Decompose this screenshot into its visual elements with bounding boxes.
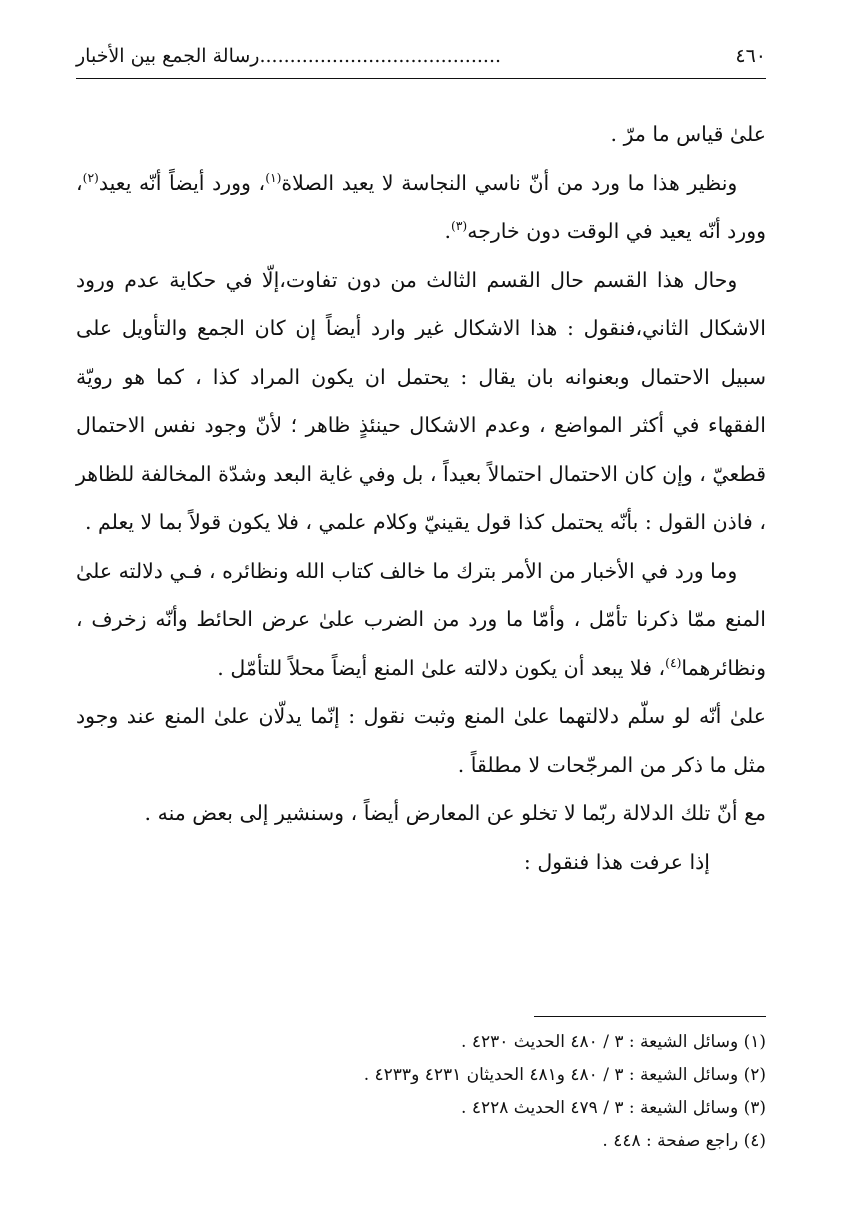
paragraph-4-text-b: ، فلا يبعد أن يكون دلالته علىٰ المنع أيضاً محلاً للتأمّل . xyxy=(217,655,666,680)
paragraph-2-text-b: ، وورد أيضاً أنّه يعيد xyxy=(98,170,266,195)
footnote-4: (٤) راجع صفحة : ٤٤٨ . xyxy=(602,1131,766,1151)
page-number: ٤٦٠ xyxy=(735,45,766,67)
footnote-separator xyxy=(534,1016,766,1017)
paragraph-2-text-c: ، وورد أنّه يعيد في الوقت دون خارجه xyxy=(76,170,766,243)
footnote-ref-1[interactable]: (١) xyxy=(265,170,282,185)
paragraph-4-text-a: وما ورد في الأخبار من الأمر بترك ما خالف كتاب الله ونظائره ، فـي دلالته علىٰ المنع ممّا ذكرنا تأمّل ، وأمّا ما ورد من الضرب علىٰ عرض الحائط وأنّه زخرف ، ونظائرهما xyxy=(76,558,766,680)
footnote-1: (١) وسائل الشيعة : ٣ / ٤٨٠ الحديث ٤٢٣٠ . xyxy=(461,1032,766,1052)
paragraph-4 xyxy=(76,547,766,693)
footnotes xyxy=(76,1026,766,1158)
paragraph-5: علىٰ أنّه لو سلّم دلالتهما علىٰ المنع وثبت نقول : إنّما يدلّان علىٰ المنع عند وجود مثل ما ذكر من المرجّحات لا مطلقاً . xyxy=(76,704,766,777)
paragraph-6: مع أنّ تلك الدلالة ربّما لا تخلو عن المعارض أيضاً ، وسنشير إلى بعض منه . xyxy=(144,801,766,825)
footnote-2: (٢) وسائل الشيعة : ٣ / ٤٨٠ و٤٨١ الحديثان ٤٢٣١ و٤٢٣٣ . xyxy=(363,1065,766,1085)
paragraph-2 xyxy=(76,159,766,256)
paragraph-1: علىٰ قياس ما مرّ . xyxy=(610,122,766,146)
running-title: ........................................رسالة الجمع بين الأخبار xyxy=(76,45,502,67)
header-rule xyxy=(76,78,766,79)
running-header xyxy=(76,36,766,76)
paragraph-7: إذا عرفت هذا فنقول : xyxy=(523,849,710,874)
footnote-ref-3[interactable]: (٣) xyxy=(450,219,468,234)
footnote-ref-2[interactable]: (٢) xyxy=(82,170,99,185)
footnote-3: (٣) وسائل الشيعة : ٣ / ٤٧٩ الحديث ٤٢٢٨ . xyxy=(461,1098,766,1118)
paragraph-2-text-a: ونظير هذا ما ورد من أنّ ناسي النجاسة لا يعيد الصلاة xyxy=(281,170,738,195)
main-text xyxy=(76,110,766,886)
paragraph-3: وحال هذا القسم حال القسم الثالث من دون تفاوت،إلّا في حكاية عدم ورود الاشكال الثاني،فنقول : هذا الاشكال غير وارد أيضاً إن كان الجمع والتأويل على سبيل الاحتمال وبعنوانه بان يقال : يحتمل ان يكون المراد كذا ، كما هو رويّة الفقهاء في أكثر المواضع ، وعدم الاشكال حينئذٍ ظاهر ؛ لأنّ وجود نفس الاحتمال قطعيّ ، وإن كان الاحتمال احتمالاً بعيداً ، بل وفي غاية البعد وشدّة المخالفة للظاهر ، فاذن القول : بأنّه يحتمل كذا قول يقينيّ وكلام علمي ، فلا يكون قولاً بما لا يعلم . xyxy=(76,267,766,534)
paragraph-2-text-d: . xyxy=(444,219,451,243)
footnote-ref-4[interactable]: (٤) xyxy=(665,655,682,670)
